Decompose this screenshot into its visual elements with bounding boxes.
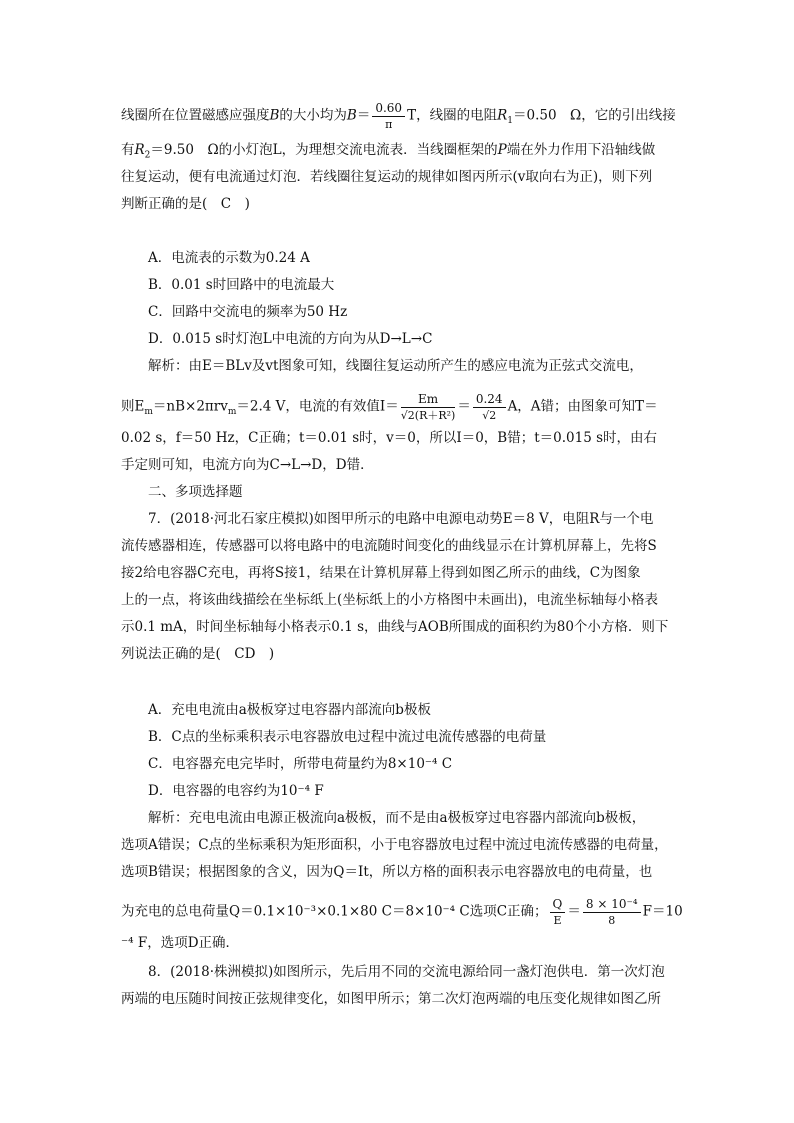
p7-analysis-line-1: 解析：充电电流由电源正极流向a极板，而不是由a极板穿过电容器内部流向b极板，: [148, 810, 646, 826]
p7-option-c: C．电容器充电完毕时，所带电荷量约为8×10⁻⁴ C: [148, 756, 453, 772]
p7-analysis-line-3: 选项B错误；根据图象的含义，因为Q＝It，所以方格的面积表示电容器放电的电荷量，也: [121, 864, 653, 880]
p6-stem-line-1: 线圈所在位置磁感应强度B的大小均为B＝ $\frac{0.60}{\pi}$ T，线圈的电阻$R_1=0.50$ Ω，它的引出线接: [121, 101, 676, 131]
p7-stem-line-4: 上的一点，将该曲线描绘在坐标纸上(坐标纸上的小方格图中未画出)，电流坐标轴每小格表: [121, 592, 659, 608]
p7-option-d: D．电容器的电容约为10⁻⁴ F: [148, 783, 324, 799]
fraction-value: $\frac{0.24}{√2}$: [473, 393, 506, 421]
p6-analysis-line-4: 手定则可知，电流方向为C→L→D，D错．: [121, 457, 374, 473]
fraction-capacitance: $\frac{\text{8 × 10⁻⁴}}{8}$: [583, 898, 641, 926]
p6-analysis-line-3: 0.02 s，f＝50 Hz，C正确；t＝0.01 s时，v＝0，所以I＝0，B错；t＝0.015 s时，由右: [121, 430, 658, 446]
p7-stem-line-3: 接2给电容器C充电，再将S接1，结果在计算机屏幕上得到如图乙所示的曲线，C为图象: [121, 565, 641, 581]
fraction-b-value: $\frac{0.60}{\pi}$: [372, 102, 405, 130]
p6-stem-line-4: 判断正确的是( C ): [121, 196, 250, 212]
p8-stem-line-1: 8．(2018·株洲模拟)如图所示，先后用不同的交流电源给同一盏灯泡供电．第一次灯泡: [148, 964, 665, 980]
p6-stem-line-2: 有$R_2=9.50$ Ω的小灯泡L，为理想交流电流表．当线圈框架的P端在外力作用下沿轴线做: [121, 142, 656, 161]
p7-stem-line-6: 列说法正确的是( CD ): [121, 646, 275, 662]
p8-stem-line-2: 两端的电压随时间按正弦规律变化，如图甲所示；第二次灯泡两端的电压变化规律如图乙所: [121, 991, 661, 1007]
p7-analysis-line-2: 选项A错误；C点的坐标乘积为矩形面积，小于电容器放电过程中流过电流传感器的电荷量，: [121, 837, 668, 853]
fraction-q-over-e: $\frac{Q}{E}$: [550, 898, 566, 926]
p7-stem-line-2: 流传感器相连，传感器可以将电路中的电流随时间变化的曲线显示在计算机屏幕上，先将S: [121, 538, 657, 554]
p6-option-d: D．0.015 s时灯泡L中电流的方向为从D→L→C: [148, 331, 433, 347]
p6-option-a: A．电流表的示数为0.24 A: [148, 250, 310, 266]
fraction-effective-current: $\frac{Em}{\text{√2(R＋R²)}}$: [400, 392, 456, 422]
p6-analysis-line-2: 则$E_m=nB\times 2\pi rv_m=2.4$ V，电流的有效值I＝ $\frac{Em}{\text{√2(R＋R²)}}$ ＝ $\frac{0.24}{√2}$ A，A错；由图象可知T＝: [121, 392, 658, 422]
p6-option-c: C．回路中交流电的频率为50 Hz: [148, 304, 348, 320]
p7-analysis-line-5: ⁻⁴ F，选项D正确．: [121, 935, 240, 951]
p7-option-b: B．C点的坐标乘积表示电容器放电过程中流过电流传感器的电荷量: [148, 729, 547, 745]
p7-stem-line-5: 示0.1 mA，时间坐标轴每小格表示0.1 s，曲线与AOB所围成的面积约为80个小方格．则下: [121, 619, 669, 635]
p6-option-b: B．0.01 s时回路中的电流最大: [148, 277, 335, 293]
p6-analysis-line-1: 解析：由E＝BLv及vt图象可知，线圈往复运动所产生的感应电流为正弦式交流电，: [148, 358, 643, 374]
p7-option-a: A．充电电流由a极板穿过电容器内部流向b极板: [148, 702, 431, 718]
p7-analysis-line-4: 为充电的总电荷量Q＝0.1×10⁻³×0.1×80 C＝8×10⁻⁴ C选项C正确； $\frac{Q}{E}$ ＝ $\frac{\text{8 × 10⁻⁴}}{8}$ F＝10: [121, 897, 683, 927]
p7-stem-line-1: 7．(2018·河北石家庄模拟)如图甲所示的电路中电源电动势E＝8 V，电阻R与一个电: [148, 511, 654, 527]
p6-stem-line-3: 往复运动，便有电流通过灯泡．若线圈往复运动的规律如图丙所示(v取向右为正)，则下列: [121, 169, 653, 185]
section-title: 二、多项选择题: [148, 484, 243, 500]
